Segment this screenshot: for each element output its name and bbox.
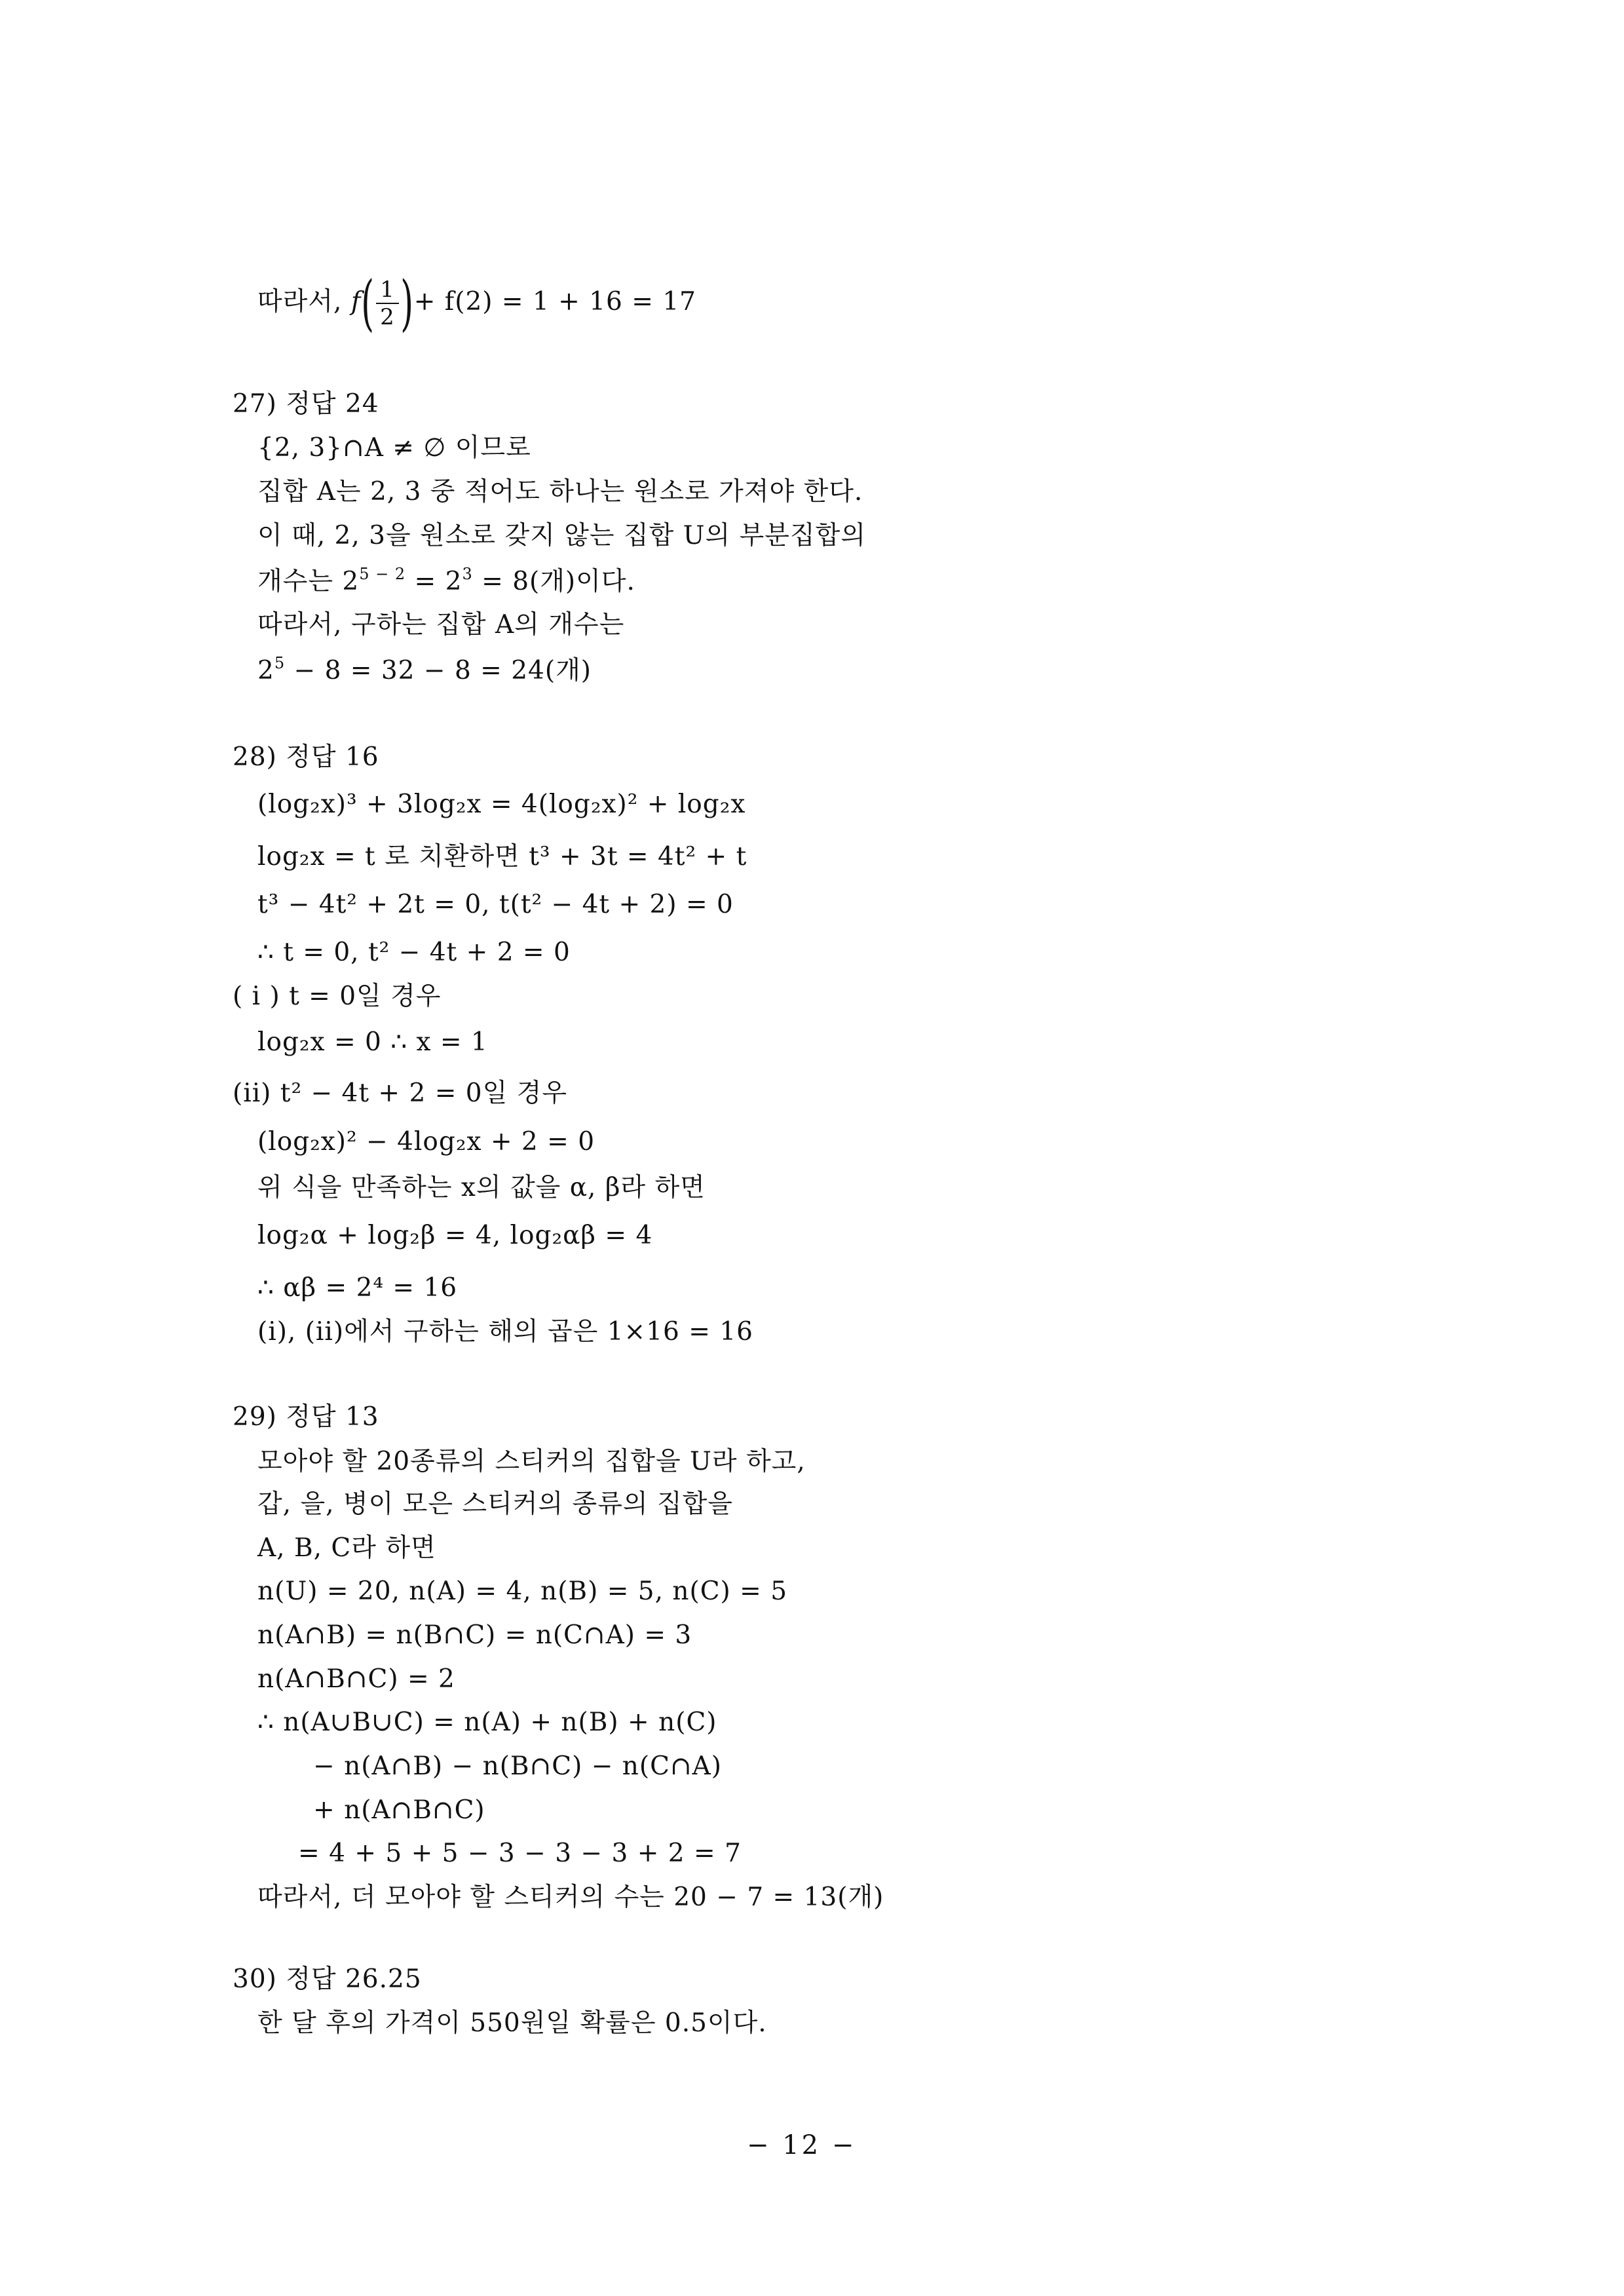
q29-line-10: = 4 + 5 + 5 − 3 − 3 − 3 + 2 = 7 xyxy=(298,1839,742,1868)
q27-line-5: 따라서, 구하는 집합 A의 개수는 xyxy=(257,610,625,640)
fraction-denominator: 2 xyxy=(380,304,395,330)
q28-case2-line-4: ∴ αβ = 2⁴ = 16 xyxy=(257,1273,458,1303)
fraction-one-half xyxy=(376,277,399,330)
q28-line-3: t³ − 4t² + 2t = 0, t(t² − 4t + 2) = 0 xyxy=(257,890,734,919)
q29-line-4: n(U) = 20, n(A) = 4, n(B) = 5, n(C) = 5 xyxy=(257,1577,788,1606)
q28-case2-line-2: 위 식을 만족하는 x의 값을 α, β라 하면 xyxy=(257,1173,706,1202)
q26-conclusion-rest: + f(2) = 1 + 16 = 17 xyxy=(413,287,696,316)
q28-case1-heading: ( i ) t = 0일 경우 xyxy=(233,982,442,1011)
q27-line-6-b: − 8 = 32 − 8 = 24(개) xyxy=(285,656,592,685)
q29-line-6: n(A∩B∩C) = 2 xyxy=(257,1664,455,1694)
q28-heading: 28) 정답 16 xyxy=(233,742,379,772)
q29-line-8: − n(A∩B) − n(B∩C) − n(C∩A) xyxy=(313,1751,723,1781)
q27-line-4-exp1: 5 − 2 xyxy=(359,565,406,583)
q29-line-2: 갑, 을, 병이 모은 스티커의 종류의 집합을 xyxy=(257,1489,733,1519)
q26-f-label: f xyxy=(350,287,362,316)
q28-line-4: ∴ t = 0, t² − 4t + 2 = 0 xyxy=(257,938,571,967)
q28-line-2: log₂x = t 로 치환하면 t³ + 3t = 4t² + t xyxy=(257,842,747,871)
q26-conclusion-prefix: 따라서, xyxy=(257,287,343,316)
q27-line-4-b: = 2 xyxy=(406,567,463,596)
q28-case2-line-5: (i), (ii)에서 구하는 해의 곱은 1×16 = 16 xyxy=(257,1317,753,1347)
q27-line-4 xyxy=(257,565,635,599)
q28-line-1: (log₂x)³ + 3log₂x = 4(log₂x)² + log₂x xyxy=(257,790,746,819)
q27-line-4-c: = 8(개)이다. xyxy=(472,567,635,596)
q29-line-1: 모아야 할 20종류의 스티커의 집합을 U라 하고, xyxy=(257,1447,806,1476)
q27-line-4-exp2: 3 xyxy=(462,565,473,583)
q29-line-9: + n(A∩B∩C) xyxy=(313,1795,485,1825)
q28-case1-line-1: log₂x = 0 ∴ x = 1 xyxy=(257,1027,488,1057)
q29-heading: 29) 정답 13 xyxy=(233,1402,379,1432)
right-paren: ) xyxy=(400,268,414,338)
q30-line-1: 한 달 후의 가격이 550원일 확률은 0.5이다. xyxy=(257,2008,767,2038)
q29-line-3: A, B, C라 하면 xyxy=(257,1533,436,1563)
q27-line-6-exp: 5 xyxy=(274,654,286,672)
q27-line-6-a: 2 xyxy=(257,656,274,685)
q27-line-6 xyxy=(257,654,592,688)
q27-line-3: 이 때, 2, 3을 원소로 갖지 않는 집합 U의 부분집합의 xyxy=(257,521,866,550)
q27-line-2: 집합 A는 2, 3 중 적어도 하나는 원소로 가져야 한다. xyxy=(257,477,863,507)
q27-line-4-a: 개수는 2 xyxy=(257,567,360,596)
q27-line-1: {2, 3}∩A ≠ ∅ 이므로 xyxy=(257,433,531,463)
q29-line-11: 따라서, 더 모아야 할 스티커의 수는 20 − 7 = 13(개) xyxy=(257,1883,884,1912)
left-paren: ( xyxy=(361,268,375,338)
q29-line-7: ∴ n(A∪B∪C) = n(A) + n(B) + n(C) xyxy=(257,1708,717,1737)
q26-conclusion xyxy=(257,268,696,338)
q30-heading: 30) 정답 26.25 xyxy=(233,1964,422,1994)
q27-heading: 27) 정답 24 xyxy=(233,389,379,419)
q29-line-5: n(A∩B) = n(B∩C) = n(C∩A) = 3 xyxy=(257,1620,692,1650)
q28-case2-line-3: log₂α + log₂β = 4, log₂αβ = 4 xyxy=(257,1221,653,1250)
fraction-numerator: 1 xyxy=(376,277,399,304)
q28-case2-heading: (ii) t² − 4t + 2 = 0일 경우 xyxy=(233,1079,568,1108)
q28-case2-line-1: (log₂x)² − 4log₂x + 2 = 0 xyxy=(257,1127,595,1157)
page-number: − 12 − xyxy=(747,2130,857,2160)
